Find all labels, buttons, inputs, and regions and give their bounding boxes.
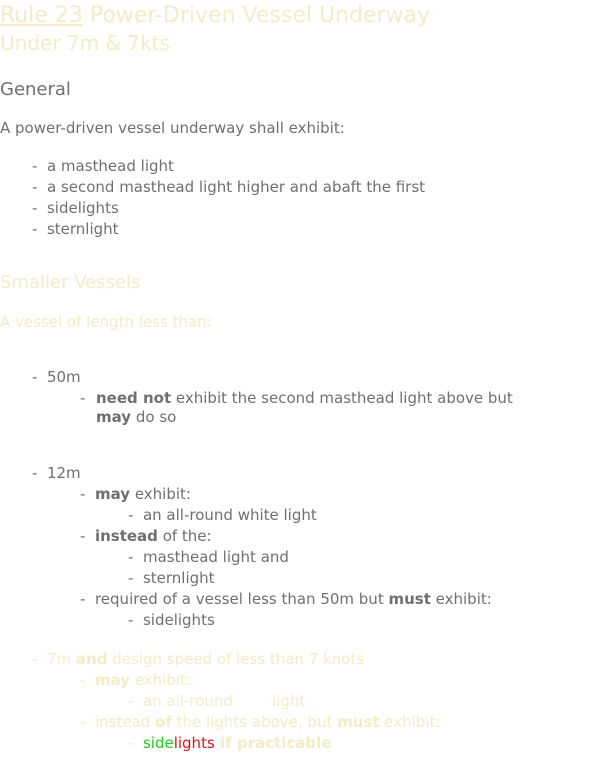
green-text: side — [142, 734, 174, 752]
list-dash: - — [128, 734, 134, 752]
length-label: 50m — [46, 368, 81, 386]
list-dash: - — [80, 527, 86, 545]
list-item — [128, 548, 289, 566]
list-item — [80, 590, 492, 608]
text: exhibit the second masthead light above but — [171, 389, 513, 407]
list-item — [80, 671, 191, 689]
text: exhibit: — [430, 590, 492, 608]
list-item-text — [96, 408, 176, 426]
text: exhibit: — [130, 485, 191, 503]
list-dash: - — [80, 485, 86, 503]
list-item-50m — [32, 368, 81, 386]
list-dash: - — [80, 671, 86, 689]
smaller-intro: A vessel of length less than: — [0, 313, 212, 331]
list-dash: - — [32, 199, 38, 217]
emphasis: must — [388, 590, 431, 608]
list-item-text: light — [272, 692, 306, 710]
list-item — [128, 611, 215, 629]
general-intro: A power-driven vessel underway shall exhibit: — [0, 119, 345, 137]
list-dash: - — [32, 157, 38, 175]
text: an all-round — [142, 692, 233, 710]
emphasis: must — [337, 713, 380, 731]
text: an all-round white light — [142, 506, 317, 524]
list-item — [128, 569, 215, 587]
emphasis: if practicable — [214, 734, 332, 752]
list-item-text: sidelights — [46, 199, 119, 217]
list-item-text — [96, 389, 513, 407]
text: 7m — [46, 650, 76, 668]
page-title — [0, 3, 430, 28]
emphasis: of — [155, 713, 172, 731]
page-subtitle: Under 7m & 7kts — [0, 31, 170, 55]
list-dash: - — [32, 650, 38, 668]
text: instead — [94, 713, 156, 731]
list-item — [80, 713, 440, 731]
list-item — [32, 199, 119, 217]
emphasis: instead — [94, 527, 158, 545]
text: masthead light and — [142, 548, 289, 566]
list-item — [32, 157, 174, 175]
title-text: Power-Driven Vessel Underway — [82, 3, 431, 28]
list-dash: - — [32, 220, 38, 238]
list-dash: - — [128, 611, 134, 629]
list-dash: - — [128, 569, 134, 587]
text: sternlight — [142, 569, 215, 587]
list-item — [128, 734, 331, 752]
text: the lights above, but — [171, 713, 338, 731]
emphasis: need not — [96, 389, 172, 407]
list-item — [80, 389, 85, 407]
text: required of a vessel less than 50m but — [94, 590, 389, 608]
text: design speed of less than 7 knots — [107, 650, 365, 668]
list-dash: - — [32, 178, 38, 196]
list-item-text: a second masthead light higher and abaft the first — [46, 178, 426, 196]
list-dash: - — [80, 713, 86, 731]
list-item — [128, 506, 317, 524]
list-dash: - — [128, 692, 134, 710]
list-item — [80, 527, 212, 545]
text: sidelights — [142, 611, 215, 629]
list-item — [32, 220, 119, 238]
text: do so — [131, 408, 177, 426]
list-item — [128, 692, 233, 710]
list-dash: - — [80, 590, 86, 608]
length-label: 12m — [46, 464, 81, 482]
red-text: lights — [173, 734, 215, 752]
section-heading-smaller: Smaller Vessels — [0, 272, 141, 293]
emphasis: and — [75, 650, 108, 668]
list-dash: - — [128, 506, 134, 524]
list-item-12m — [32, 464, 81, 482]
rule-link[interactable]: Rule 23 — [0, 3, 83, 28]
text: of the: — [157, 527, 212, 545]
emphasis: may — [96, 408, 132, 426]
list-item-7m — [32, 650, 364, 668]
text: exhibit: — [379, 713, 441, 731]
emphasis: may — [94, 485, 131, 503]
section-heading-general: General — [0, 79, 71, 100]
list-dash: - — [32, 464, 38, 482]
list-dash: - — [32, 368, 38, 386]
list-item-text: a masthead light — [46, 157, 174, 175]
emphasis: may — [94, 671, 131, 689]
list-item — [80, 485, 191, 503]
list-item-text: sternlight — [46, 220, 119, 238]
text: exhibit: — [130, 671, 191, 689]
list-dash: - — [128, 548, 134, 566]
list-dash: - — [80, 389, 86, 407]
list-item — [32, 178, 425, 196]
